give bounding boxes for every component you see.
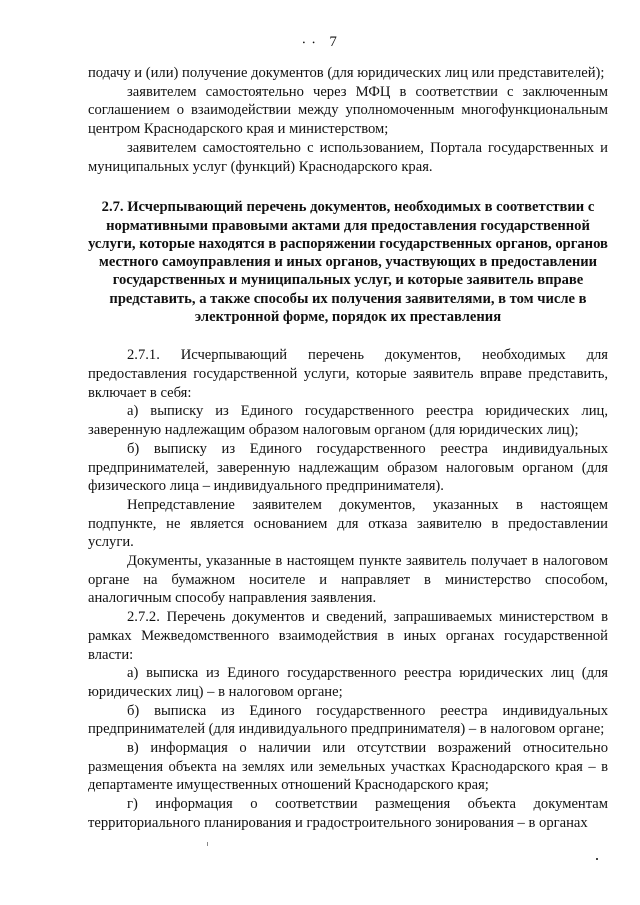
paragraph-2-7-1: 2.7.1. Исчерпывающий перечень документов, необходимых для предоставления государственной услуги, которые заявитель вправе представить, включает в себя: (88, 347, 608, 401)
paragraph-2-7-2-b: б) выписка из Единого государственного реестра индивидуальных предпринимателей (для индивидуального предпринимателя) – в налоговом органе; (88, 702, 608, 738)
page-number-value: 7 (329, 34, 338, 50)
paragraph-2-7-1-a: а) выписку из Единого государственного реестра юридических лиц, заверенную надлежащим образом налоговым органом (для юридических лиц); (88, 403, 608, 439)
paragraph-top-2: заявителем самостоятельно через МФЦ в соответствии с заключенным соглашением о взаимодействии между уполномоченным многофункциональным центром Краснодарского края и министерством; (88, 83, 608, 138)
paragraph-top-1: подачу и (или) получение документов (для юридических лиц или представителей); (88, 65, 605, 81)
page-number (0, 34, 640, 51)
document-body (88, 64, 608, 833)
paragraph-non-submission: Непредставление заявителем документов, указанных в настоящем подпункте, не является основанием для отказа заявителю в предоставлении услуги. (88, 496, 608, 551)
scan-dot (596, 858, 598, 860)
paragraph-2-7-1-b: б) выписку из Единого государственного реестра индивидуальных предпринимателей, заверенную надлежащим образом налоговым органом (для физического лица – индивидуального предпринимателя). (88, 440, 608, 495)
paragraph-2-7-2-g: г) информация о соответствии размещения объекта документам территориального планирования и градостроительного зонирования – в органах (88, 796, 608, 831)
section-heading: 2.7. Исчерпывающий перечень документов, необходимых в соответствии с нормативными правовыми актами для предоставления государственной услуги, которые находятся в распоряжении государственных органов, органов местного самоуправления и иных органов, участвующих в предоставлении государственных и муниципальных услуг, и которые заявитель вправе представить, а также способы их получения заявителями, в том числе в электронной форме, порядок их преставления (88, 199, 608, 325)
paragraph-top-3: заявителем самостоятельно с использованием, Портала государственных и муниципальных услуг (функций) Краснодарского края. (88, 139, 608, 175)
paragraph-2-7-2: 2.7.2. Перечень документов и сведений, запрашиваемых министерством в рамках Межведомственного взаимодействия в иных органах государственной власти: (88, 609, 608, 663)
paragraph-2-7-2-a: а) выписка из Единого государственного реестра юридических лиц (для юридических лиц) – в налоговом органе; (88, 665, 608, 700)
paragraph-documents-received: Документы, указанные в настоящем пункте заявитель получает в налоговом органе на бумажном носителе и направляет в министерство способом, аналогичным способу направления заявления. (88, 553, 608, 607)
paragraph-2-7-2-v: в) информация о наличии или отсутствии возражений относительно размещения объекта на землях или земельных участках Краснодарского края – в департаменте имущественных отношений Краснодарского края; (88, 740, 608, 794)
scan-mark: • • (302, 38, 316, 47)
scan-speck (207, 842, 208, 846)
